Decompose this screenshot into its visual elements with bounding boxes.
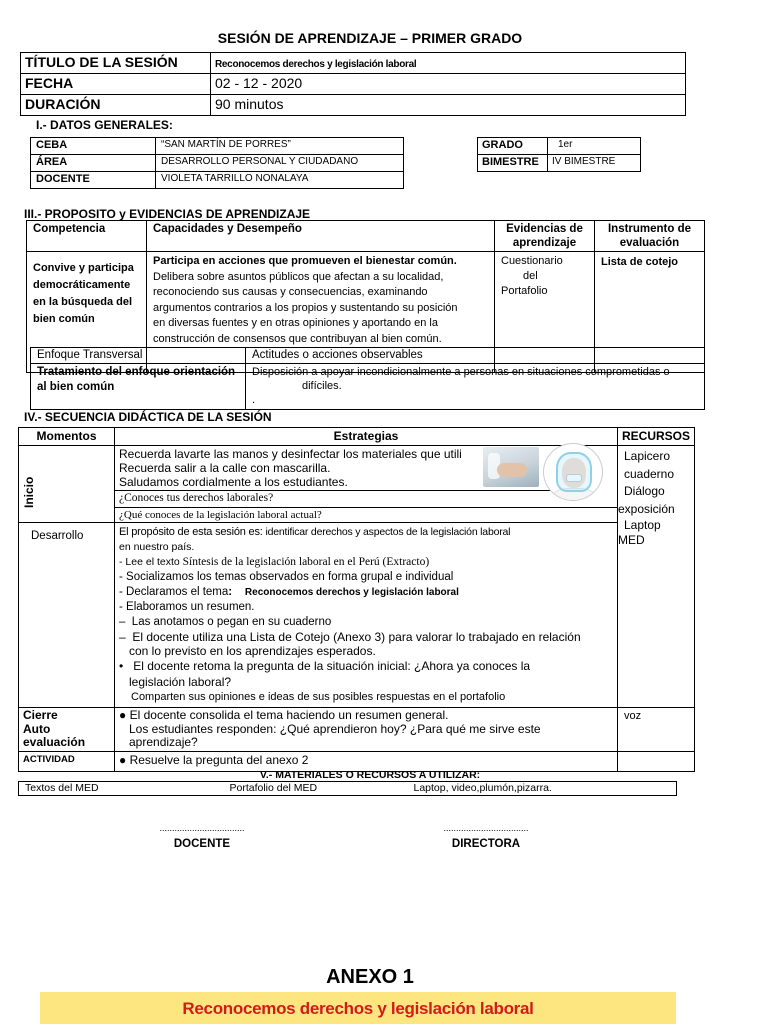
cierre-recurso: voz bbox=[617, 708, 694, 752]
evidencias-header: Evidencias de aprendizaje bbox=[495, 221, 595, 252]
hand-shape bbox=[497, 463, 527, 477]
desempeno-line: en diversas fuentes y en otras opiniones y aportando en la bbox=[153, 317, 438, 329]
auto-label: Auto bbox=[23, 721, 51, 736]
desempeno-line: construcción de consensos que contribuyan al bien común. bbox=[153, 332, 442, 345]
instrumento-value: Lista de cotejo bbox=[595, 252, 705, 373]
inicio-line: Saludamos cordialmente a los estudiantes. bbox=[119, 475, 348, 489]
lista-cotejo-line: – El docente utiliza una Lista de Cotejo (Anexo 3) para valorar lo trabajado en relación bbox=[119, 630, 581, 644]
lee-line: - Lee el texto Síntesis de la legislación laboral en el Perú (Extracto) bbox=[119, 556, 430, 568]
momentos-header: Momentos bbox=[19, 428, 115, 446]
purpose-heading: III.- PROPOSITO y EVIDENCIAS DE APRENDIZAJE bbox=[24, 207, 311, 221]
session-duration-label: DURACIÓN bbox=[21, 95, 211, 116]
enfoque-value: Tratamiento del enfoque orientación al bien común bbox=[31, 364, 246, 410]
anotamos-line: – Las anotamos o pegan en su cuaderno bbox=[119, 616, 332, 628]
inicio-question-2: ¿Qué conoces de la legislación laboral actual? bbox=[115, 507, 617, 522]
session-date-row bbox=[21, 74, 686, 95]
grade-label: GRADO bbox=[478, 138, 548, 155]
retoma-line-2: legislación laboral? bbox=[129, 675, 232, 689]
actitudes-header: Actitudes o acciones observables bbox=[246, 348, 705, 364]
actividad-row bbox=[19, 751, 695, 771]
desarrollo-row bbox=[19, 523, 695, 708]
enfoque-table bbox=[30, 347, 705, 410]
inicio-strategies bbox=[115, 446, 618, 523]
document-title: SESIÓN DE APRENDIZAJE – PRIMER GRADO bbox=[217, 30, 523, 46]
evidencia-line: del bbox=[523, 270, 538, 282]
signature-line: .................................. bbox=[159, 823, 245, 833]
grade-table bbox=[477, 137, 641, 172]
evaluacion-label: evaluación bbox=[23, 735, 86, 749]
recursos-header: RECURSOS bbox=[617, 428, 694, 446]
actitud-line: difíciles. bbox=[302, 380, 342, 392]
area-label: ÁREA bbox=[31, 155, 156, 172]
grade-row bbox=[478, 138, 641, 155]
desempeno-line: Delibera sobre asuntos públicos que afectan a su localidad, bbox=[153, 270, 444, 283]
proposito-continuation: en nuestro país. bbox=[119, 541, 195, 553]
recurso-item: MED bbox=[617, 533, 645, 547]
cierre-row bbox=[19, 708, 695, 752]
bimester-label: BIMESTRE bbox=[478, 155, 548, 172]
desempeno-line: reconociendo sus causas y consecuencias, examinando bbox=[153, 286, 428, 298]
actividad-value: ● Resuelve la pregunta del anexo 2 bbox=[115, 751, 618, 771]
recurso-item: exposición bbox=[617, 501, 675, 516]
materials-row bbox=[19, 782, 677, 796]
purpose-header-row bbox=[27, 221, 705, 252]
lista-cotejo-line-2: con lo previsto en los aprendizajes esperados. bbox=[129, 644, 376, 658]
actividad-recurso bbox=[617, 751, 694, 771]
face-shield bbox=[556, 452, 592, 492]
session-duration-value: 90 minutos bbox=[211, 95, 686, 116]
recurso-item: Diálogo bbox=[623, 484, 665, 498]
desempeno-line: argumentos contrarios a los propios y sustentando su posición bbox=[153, 301, 458, 314]
general-data-table bbox=[30, 137, 404, 189]
capacidad-title: Participa en acciones que promueven el bienestar común. bbox=[153, 255, 457, 267]
cierre-line-2: Los estudiantes responden: ¿Qué aprendieron hoy? ¿Para qué me sirve este bbox=[129, 721, 541, 736]
actividad-label: ACTIVIDAD bbox=[19, 751, 115, 771]
ceba-label: CEBA bbox=[31, 138, 156, 155]
actitud-value bbox=[246, 364, 705, 410]
ceba-value: “SAN MARTÍN DE PORRES” bbox=[156, 138, 404, 155]
evidencia-line: Cuestionario bbox=[501, 255, 563, 267]
inicio-line: Recuerda salir a la calle con mascarilla. bbox=[119, 461, 331, 475]
session-info-table bbox=[20, 52, 686, 116]
proposito-line: El propósito de esta sesión es: identificar derechos y aspectos de la legislación laboral bbox=[119, 526, 511, 538]
handwashing-photo bbox=[483, 447, 539, 487]
elaboramos-line: - Elaboramos un resumen. bbox=[119, 601, 255, 613]
comparten-line: Comparten sus opiniones e ideas de sus posibles respuestas en el portafolio bbox=[131, 691, 506, 703]
cierre-line: ● El docente consolida el tema haciendo un resumen general. bbox=[119, 708, 449, 722]
materials-heading: V.- MATERIALES O RECURSOS A UTILIZAR: bbox=[259, 769, 481, 781]
general-data-heading: I.- DATOS GENERALES: bbox=[36, 118, 173, 132]
area-value: DESARROLLO PERSONAL Y CIUDADANO bbox=[156, 155, 404, 172]
material-item-3: Laptop, video,plumón,pizarra. bbox=[408, 782, 677, 796]
annex-banner bbox=[40, 992, 676, 1024]
docente-value: VIOLETA TARRILLO NONALAYA bbox=[156, 172, 404, 189]
capacidades-header: Capacidades y Desempeño bbox=[147, 221, 495, 252]
material-item-1: Textos del MED bbox=[19, 782, 224, 796]
desarrollo-label: Desarrollo bbox=[19, 523, 115, 708]
inicio-line: Recuerda lavarte las manos y desinfectar los materiales que utili bbox=[119, 447, 462, 461]
session-title-label: TÍTULO DE LA SESIÓN bbox=[21, 53, 211, 74]
docente-signature bbox=[142, 818, 262, 850]
face-shield-photo bbox=[543, 443, 603, 501]
material-item-2: Portafolio del MED bbox=[224, 782, 408, 796]
docente-label: DOCENTE bbox=[31, 172, 156, 189]
socializamos-line: - Socializamos los temas observados en forma grupal e individual bbox=[119, 571, 454, 583]
competencia-header: Competencia bbox=[27, 221, 147, 252]
instrumento-header: Instrumento de evaluación bbox=[595, 221, 705, 252]
cierre-line-3: aprendizaje? bbox=[129, 735, 198, 749]
session-title-value: Reconocemos derechos y legislación laboral bbox=[211, 53, 686, 74]
cierre-label: Cierre bbox=[23, 708, 58, 722]
grade-value: 1er bbox=[548, 138, 641, 155]
enfoque-content-row bbox=[31, 364, 705, 410]
actitud-line: Disposición a apoyar incondicionalmente a personas en situaciones comprometidas o bbox=[252, 366, 670, 378]
cierre-cell bbox=[19, 708, 115, 752]
inicio-label: Inicio bbox=[22, 476, 36, 508]
recursos-cell bbox=[617, 446, 694, 708]
recurso-item: Laptop bbox=[623, 518, 661, 532]
signature-line: .................................. bbox=[443, 823, 529, 833]
sequence-heading: IV.- SECUENCIA DIDÁCTICA DE LA SESIÓN bbox=[24, 410, 272, 424]
recurso-item: cuaderno bbox=[623, 466, 675, 481]
estrategias-header: Estrategias bbox=[115, 428, 618, 446]
annex-banner-text: Reconocemos derechos y legislación laboral bbox=[182, 999, 534, 1018]
session-date-label: FECHA bbox=[21, 74, 211, 95]
inicio-cell bbox=[19, 446, 115, 523]
competencia-value: Convive y participa democráticamente en la búsqueda del bien común bbox=[27, 252, 147, 373]
directora-signature-label: DIRECTORA bbox=[451, 838, 521, 850]
materials-table bbox=[18, 781, 677, 796]
bimester-row bbox=[478, 155, 641, 172]
sequence-header-row bbox=[19, 428, 695, 446]
declaramos-line: - Declaramos el tema: Reconocemos derechos y legislación laboral bbox=[119, 586, 459, 598]
session-duration-row bbox=[21, 95, 686, 116]
actitud-line: . bbox=[252, 394, 256, 406]
recurso-item: Lapicero bbox=[623, 449, 671, 463]
bimester-value: IV BIMESTRE bbox=[548, 155, 641, 172]
enfoque-header-row bbox=[31, 348, 705, 364]
retoma-line: • El docente retoma la pregunta de la situación inicial: ¿Ahora ya conoces la bbox=[119, 659, 531, 673]
general-row bbox=[31, 172, 404, 189]
cierre-strategies bbox=[115, 708, 618, 752]
session-date-value: 02 - 12 - 2020 bbox=[211, 74, 686, 95]
session-title-row bbox=[21, 53, 686, 74]
docente-signature-label: DOCENTE bbox=[173, 838, 231, 850]
annex-title: ANEXO 1 bbox=[326, 966, 414, 988]
desarrollo-strategies bbox=[115, 523, 618, 708]
directora-signature bbox=[422, 818, 550, 850]
inicio-question-1: ¿Conoces tus derechos laborales? bbox=[115, 490, 573, 507]
evidencia-line: Portafolio bbox=[501, 285, 548, 297]
general-row bbox=[31, 138, 404, 155]
general-row bbox=[31, 155, 404, 172]
enfoque-header: Enfoque Transversal bbox=[31, 348, 246, 364]
